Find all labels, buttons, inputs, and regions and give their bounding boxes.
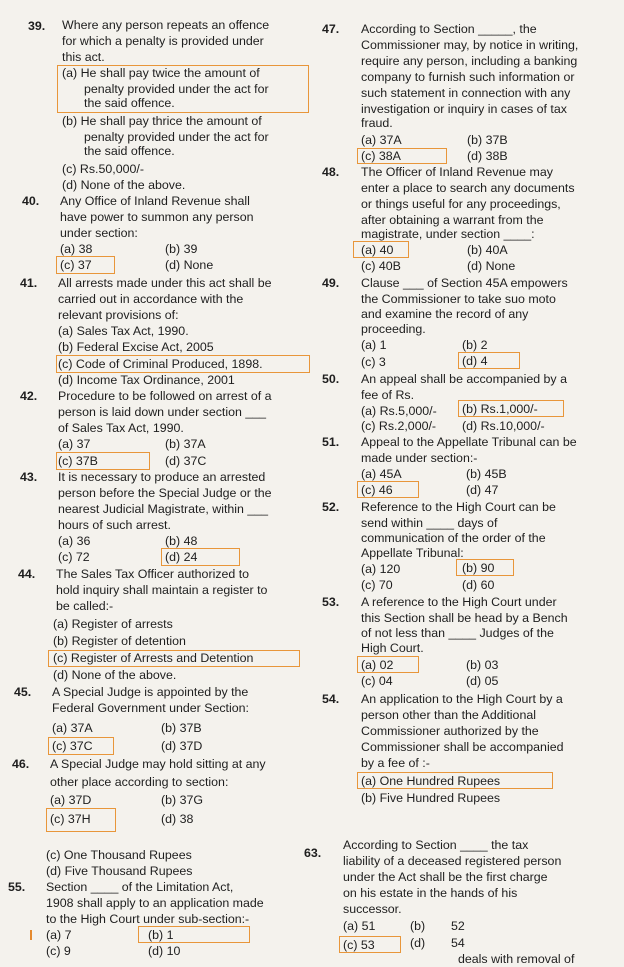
question-text: this Section shall be head by a Bench xyxy=(361,611,568,625)
question-number: 47. xyxy=(322,22,340,36)
question-text: A reference to the High Court under xyxy=(361,595,557,609)
option-a: (a) 1 xyxy=(361,338,387,352)
question-text: An application to the High Court by a xyxy=(361,692,563,706)
question-text: relevant provisions of: xyxy=(58,308,179,322)
question-text: An appeal shall be accompanied by a xyxy=(361,372,567,386)
question-text: Section ____ of the Limitation Act, xyxy=(46,880,234,894)
question-text: Any Office of Inland Revenue shall xyxy=(60,194,250,208)
question-text: require any person, including a banking xyxy=(361,54,578,68)
option-b: (b) 37B xyxy=(161,721,202,735)
question-text: person before the Special Judge or the xyxy=(58,486,272,500)
option-a: (a) 120 xyxy=(361,562,401,576)
question-text: Where any person repeats an offence xyxy=(62,18,270,32)
option-b: (b) Five Hundred Rupees xyxy=(361,791,501,805)
option-a: the said offence. xyxy=(84,96,175,110)
question-text: 1908 shall apply to an application made xyxy=(46,896,264,910)
option-c: (c) 37 xyxy=(60,258,92,272)
question-text: High Court. xyxy=(361,641,424,655)
question-text: A Special Judge is appointed by the xyxy=(52,685,249,699)
question-text: send within ____ days of xyxy=(361,516,498,530)
question-text: According to Section ____ the tax xyxy=(343,838,529,852)
option-c: (c) Code of Criminal Produced, 1898. xyxy=(58,357,263,371)
question-number: 54. xyxy=(322,692,340,706)
option-d: (d) None of the above. xyxy=(62,178,186,192)
option-d: (d) Five Thousand Rupees xyxy=(46,864,193,878)
option-d: (d) 60 xyxy=(462,578,495,592)
option-a: (a) 40 xyxy=(361,243,394,257)
option-a: (a) 37A xyxy=(361,133,402,147)
question-text: investigation or inquiry in cases of tax xyxy=(361,102,567,116)
option-b: (b) 39 xyxy=(165,242,198,256)
option-a: (a) 37D xyxy=(50,793,92,807)
question-number: 44. xyxy=(18,567,36,581)
question-text: the Commissioner to take suo moto xyxy=(361,292,556,306)
option-b-value: 52 xyxy=(451,919,465,933)
option-c: (c) 37B xyxy=(58,454,98,468)
question-text: person other than the Additional xyxy=(361,708,536,722)
question-text: magistrate, under section ____: xyxy=(361,227,535,241)
question-text: fraud. xyxy=(361,116,393,130)
option-b: (b) 40A xyxy=(467,243,508,257)
option-a: (a) 37A xyxy=(52,721,93,735)
margin-tick-mark xyxy=(30,930,32,940)
option-c: (c) 38A xyxy=(361,149,401,163)
option-c: (c) 37C xyxy=(52,739,93,753)
question-text: after obtaining a warrant from the xyxy=(361,213,544,227)
question-text: Reference to the High Court can be xyxy=(361,500,556,514)
option-b: (b) 37B xyxy=(467,133,508,147)
question-text: have power to summon any person xyxy=(60,210,254,224)
question-text: Appellate Tribunal: xyxy=(361,546,464,560)
question-text: under section: xyxy=(60,226,138,240)
question-text: carried out in accordance with the xyxy=(58,292,244,306)
question-number: 46. xyxy=(12,757,30,771)
option-b: (b) 37A xyxy=(165,437,206,451)
option-b: (b) 1 xyxy=(148,928,174,942)
question-number: 52. xyxy=(322,500,340,514)
option-a: (a) Register of arrests xyxy=(53,617,173,631)
question-number: 45. xyxy=(14,685,32,699)
option-d: (d) None xyxy=(467,259,516,273)
option-b: the said offence. xyxy=(84,144,175,158)
option-d: (d) 47 xyxy=(466,483,499,497)
option-d-value: 54 xyxy=(451,936,465,950)
option-b: (b) 03 xyxy=(466,658,499,672)
option-a: (a) 7 xyxy=(46,928,72,942)
question-number: 39. xyxy=(28,19,46,33)
question-text: Federal Government under Section: xyxy=(52,701,249,715)
option-a: (a) One Hundred Rupees xyxy=(361,774,501,788)
option-c: (c) 40B xyxy=(361,259,401,273)
question-number: 42. xyxy=(20,389,38,403)
option-c: (c) 72 xyxy=(58,550,90,564)
question-text: Commissioner may, by notice in writing, xyxy=(361,38,579,52)
question-text: According to Section _____, the xyxy=(361,22,537,36)
question-text: successor. xyxy=(343,902,402,916)
option-c: (c) Rs.2,000/- xyxy=(361,419,437,433)
option-d: (d) 4 xyxy=(462,354,488,368)
question-text: be called:- xyxy=(56,599,114,613)
question-text: liability of a deceased registered person xyxy=(343,854,562,868)
question-text: A Special Judge may hold sitting at any xyxy=(50,757,266,771)
option-b: penalty provided under the act for xyxy=(84,130,269,144)
option-b: (b) He shall pay thrice the amount of xyxy=(62,114,262,128)
question-text: Commissioner shall be accompanied xyxy=(361,740,564,754)
option-d: (d) None xyxy=(165,258,214,272)
option-d: (d) Income Tax Ordinance, 2001 xyxy=(58,373,235,387)
option-d: (d) 10 xyxy=(148,944,181,958)
option-c: (c) 9 xyxy=(46,944,71,958)
question-text: of not less than ____ Judges of the xyxy=(361,626,554,640)
option-a: (a) Rs.5,000/- xyxy=(361,404,437,418)
question-text: such statement in connection with any xyxy=(361,86,571,100)
question-number: 63. xyxy=(304,846,322,860)
option-c: (c) 37H xyxy=(50,812,91,826)
option-c: (c) 46 xyxy=(361,483,393,497)
option-d: (d) 05 xyxy=(466,674,499,688)
option-a: (a) He shall pay twice the amount of xyxy=(62,66,260,80)
option-b: (b) 90 xyxy=(462,561,495,575)
question-text: or things useful for any proceedings, xyxy=(361,197,561,211)
option-a: (a) 37 xyxy=(58,437,91,451)
option-c: (c) Rs.50,000/- xyxy=(62,162,144,176)
question-text: fee of Rs. xyxy=(361,388,415,402)
question-text: Clause ___ of Section 45A empowers xyxy=(361,276,568,290)
question-text: hold inquiry shall maintain a register to xyxy=(56,583,268,597)
question-text: for which a penalty is provided under xyxy=(62,34,264,48)
question-number: 43. xyxy=(20,470,38,484)
option-c: (c) Register of Arrests and Detention xyxy=(53,651,254,665)
option-d: (d) Rs.10,000/- xyxy=(462,419,545,433)
option-d: (d) 37D xyxy=(161,739,203,753)
question-text: under the Act shall be the first charge xyxy=(343,870,548,884)
cut-off-text: deals with removal of xyxy=(458,952,575,966)
question-text: made under section:- xyxy=(361,451,478,465)
option-b: (b) Rs.1,000/- xyxy=(462,402,538,416)
option-a: penalty provided under the act for xyxy=(84,82,269,96)
question-text: nearest Judicial Magistrate, within ___ xyxy=(58,502,269,516)
option-d: (d) xyxy=(410,936,426,950)
question-number: 50. xyxy=(322,372,340,386)
option-a: (a) Sales Tax Act, 1990. xyxy=(58,324,189,338)
question-text: hours of such arrest. xyxy=(58,518,171,532)
question-number: 40. xyxy=(22,194,40,208)
question-text: The Sales Tax Officer authorized to xyxy=(56,567,250,581)
option-b: (b) 37G xyxy=(161,793,204,807)
option-a: (a) 38 xyxy=(60,242,93,256)
option-b: (b) Federal Excise Act, 2005 xyxy=(58,340,214,354)
option-d: (d) 38 xyxy=(161,812,194,826)
question-text: on his estate in the hands of his xyxy=(343,886,518,900)
option-a: (a) 51 xyxy=(343,919,376,933)
option-c: (c) 04 xyxy=(361,674,393,688)
question-text: communication of the order of the xyxy=(361,531,546,545)
question-number: 41. xyxy=(20,276,38,290)
question-text: of Sales Tax Act, 1990. xyxy=(58,421,184,435)
question-text: other place according to section: xyxy=(50,775,229,789)
question-text: proceeding. xyxy=(361,322,426,336)
question-number: 51. xyxy=(322,435,340,449)
question-text: company to furnish such information or xyxy=(361,70,575,84)
option-d: (d) 38B xyxy=(467,149,508,163)
question-text: enter a place to search any documents xyxy=(361,181,575,195)
question-text: Commissioner authorized by the xyxy=(361,724,539,738)
question-number: 53. xyxy=(322,595,340,609)
option-d: (d) 37C xyxy=(165,454,207,468)
option-a: (a) 36 xyxy=(58,534,91,548)
question-text: by a fee of :- xyxy=(361,756,430,770)
option-c: (c) 70 xyxy=(361,578,393,592)
question-text: Procedure to be followed on arrest of a xyxy=(58,389,272,403)
option-b: (b) 48 xyxy=(165,534,198,548)
option-c: (c) One Thousand Rupees xyxy=(46,848,192,862)
option-d: (d) 24 xyxy=(165,550,198,564)
question-text: It is necessary to produce an arrested xyxy=(58,470,266,484)
question-text: Appeal to the Appellate Tribunal can be xyxy=(361,435,577,449)
option-c: (c) 53 xyxy=(343,938,375,952)
option-b: (b) 2 xyxy=(462,338,488,352)
question-text: to the High Court under sub-section:- xyxy=(46,912,250,926)
option-b: (b) xyxy=(410,919,426,933)
option-a: (a) 02 xyxy=(361,658,394,672)
option-b: (b) 45B xyxy=(466,467,507,481)
option-d: (d) None of the above. xyxy=(53,668,177,682)
question-number: 49. xyxy=(322,276,340,290)
question-number: 48. xyxy=(322,165,340,179)
option-a: (a) 45A xyxy=(361,467,402,481)
question-text: this act. xyxy=(62,50,105,64)
option-b: (b) Register of detention xyxy=(53,634,186,648)
question-text: The Officer of Inland Revenue may xyxy=(361,165,553,179)
question-number: 55. xyxy=(8,880,26,894)
question-text: All arrests made under this act shall be xyxy=(58,276,272,290)
option-c: (c) 3 xyxy=(361,355,386,369)
question-text: and examine the record of any xyxy=(361,307,529,321)
question-text: person is laid down under section ___ xyxy=(58,405,267,419)
